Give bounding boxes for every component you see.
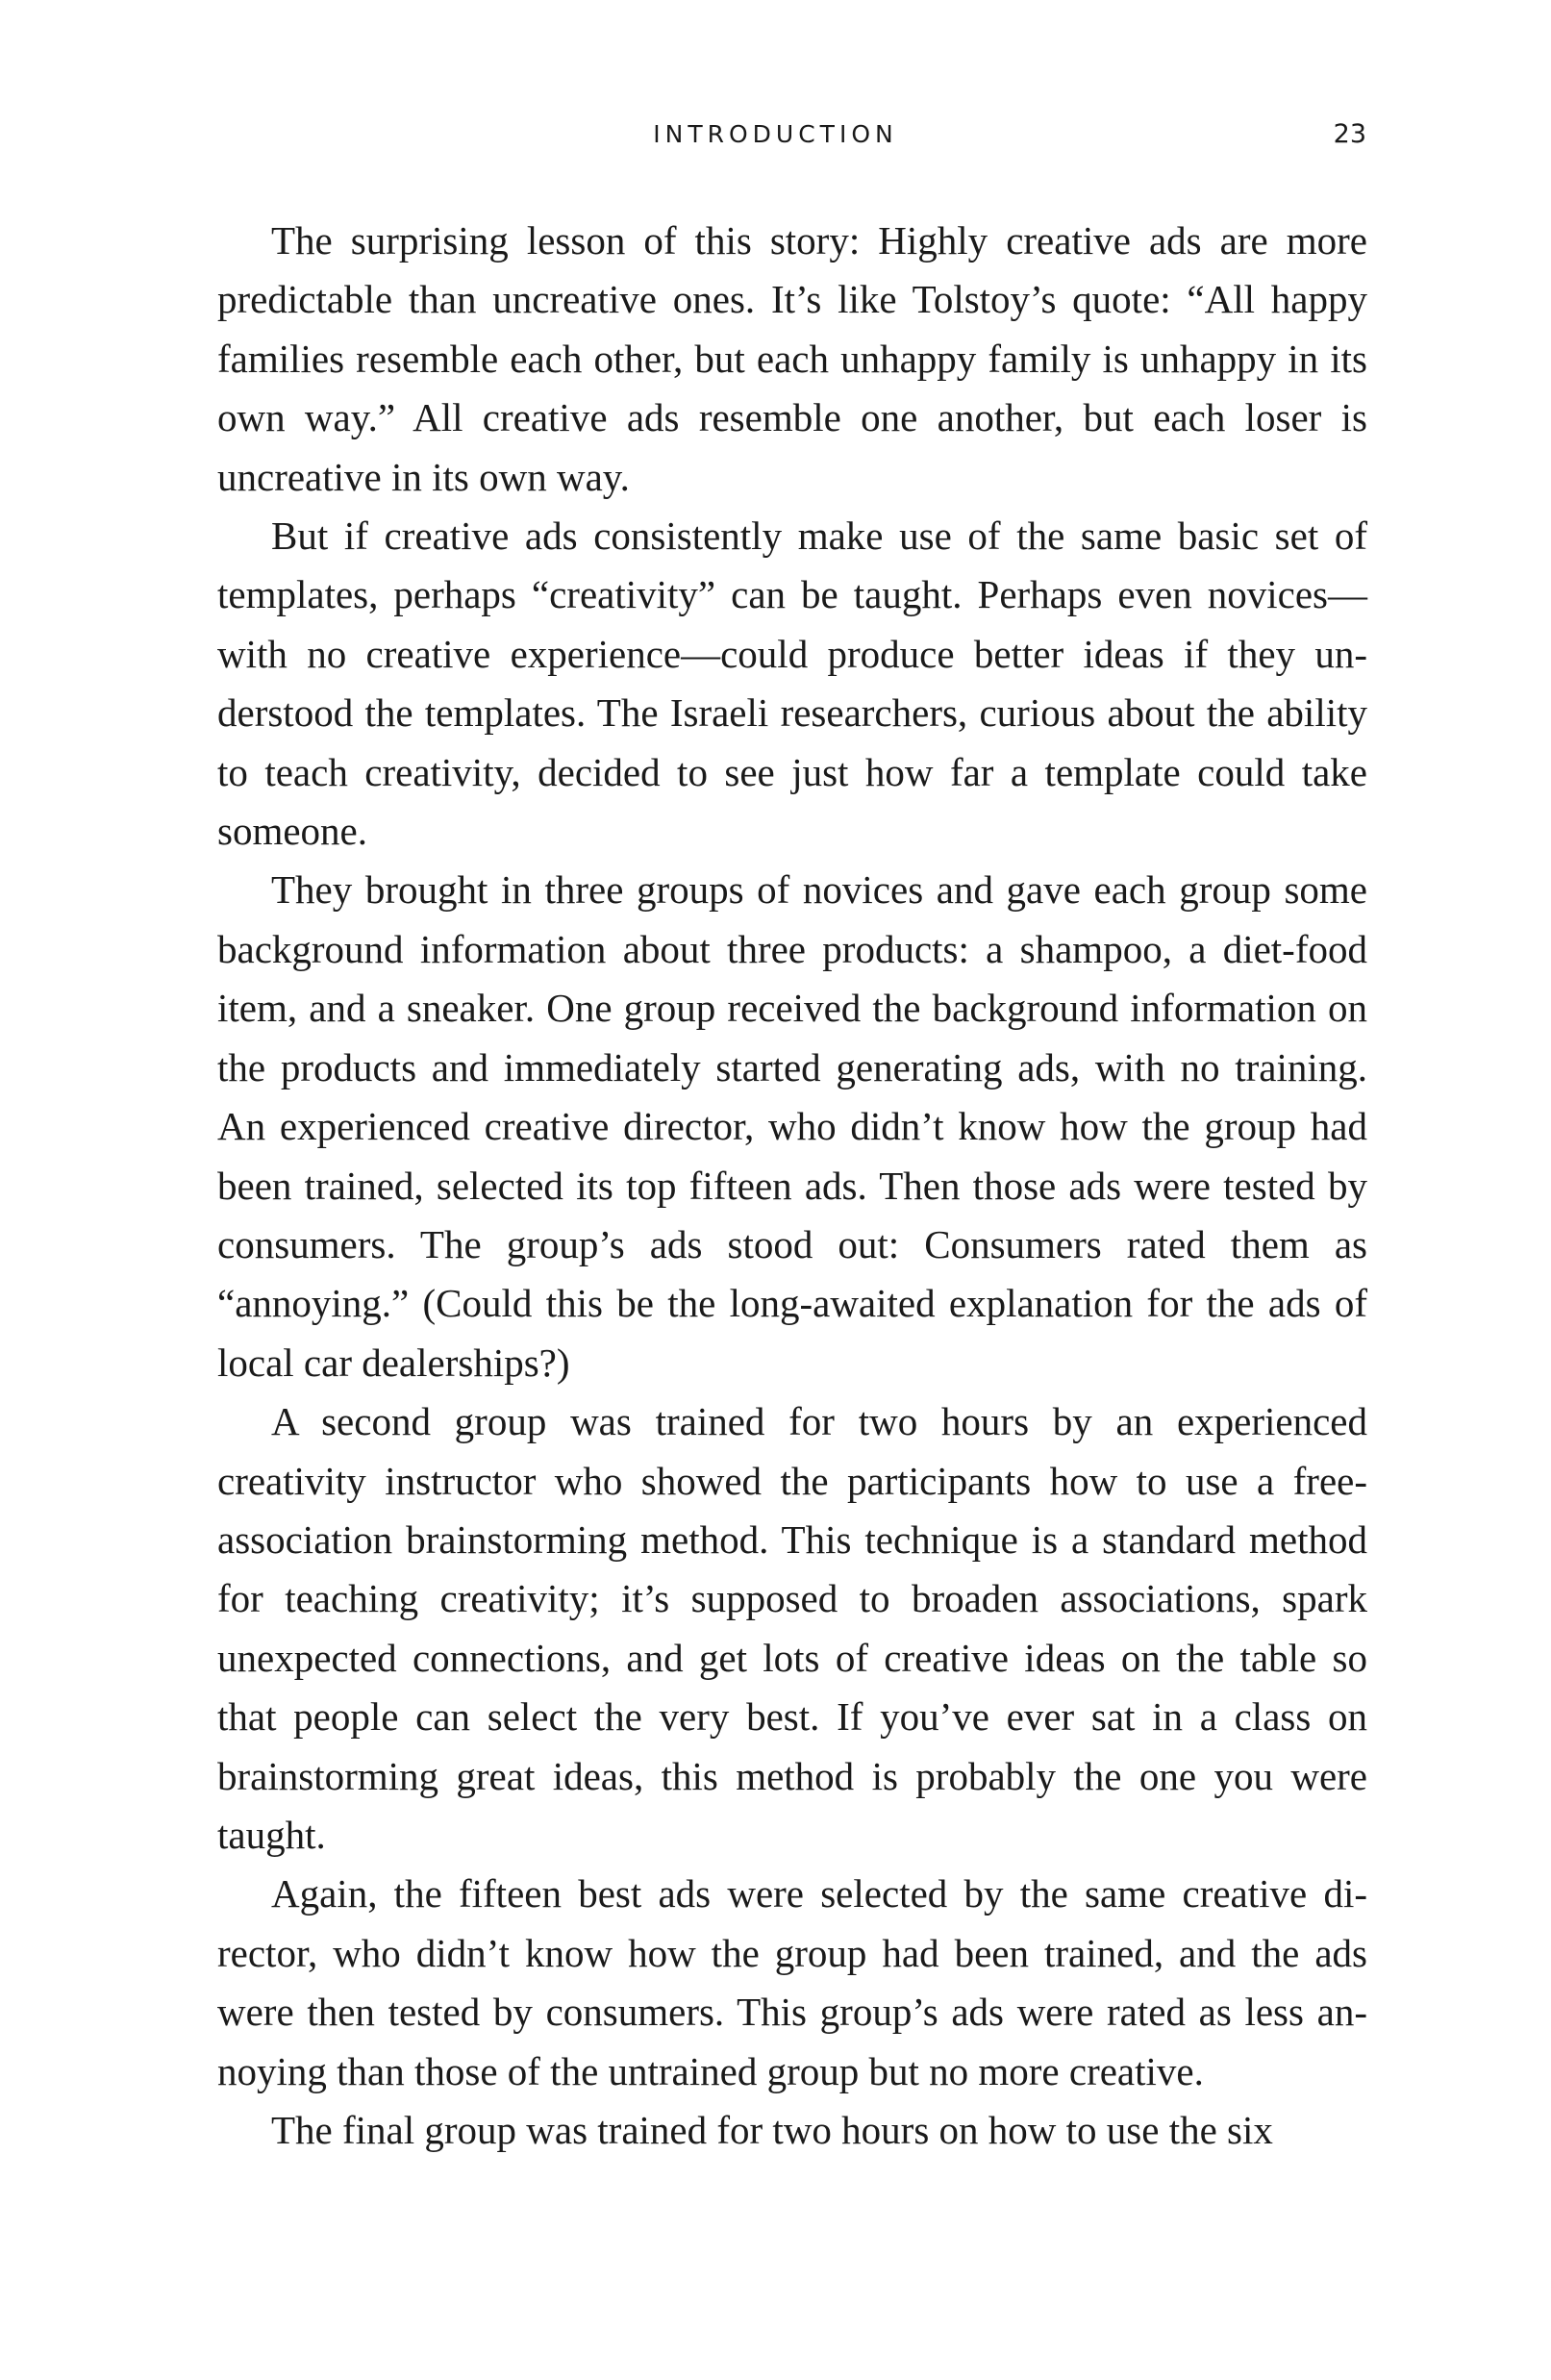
paragraph: The surprising lesson of this story: Highly creative ads are more predictable than uncreative ones. It’s like Tolstoy’s quote: “All happy families resemble each other, but each unhappy family is unhappy in its own way.” All creative ads resemble one another, but each loser is uncreative in its own way.: [217, 218, 1367, 499]
body-text: [217, 212, 1367, 2160]
paragraph: A second group was trained for two hours by an experienced creativity instructor who showed the participants how to use a free-association brainstorming method. This technique is a standard method for teaching creativity; it’s supposed to broaden associations, spark unexpected connections, and get lots of creative ideas on the table so that people can select the very best. If you’ve ever sat in a class on brainstorming great ideas, this method is probably the one you were taught.: [217, 1399, 1367, 1857]
running-head: [0, 115, 1551, 154]
paragraph: Again, the fifteen best ads were selected by the same creative director, who didn’t know how the group had been trained, and the ads were then tested by consumers. This group’s ads were rated as less annoying than those of the untrained group but no more creative.: [217, 1871, 1367, 2093]
page-number: 23: [1333, 119, 1366, 149]
paragraph: They brought in three groups of novices and gave each group some background information about three products: a shampoo, a diet-food item, and a sneaker. One group received the background information on the products and immediately started generating ads, with no training. An experienced creative director, who didn’t know how the group had been trained, selected its top fifteen ads. Then those ads were tested by consumers. The group’s ads stood out: Consumers rated them as “annoying.” (Could this be the long-awaited explanation for the ads of local car dealerships?): [217, 867, 1367, 1385]
running-title: INTRODUCTION: [653, 120, 898, 148]
paragraph: The final group was trained for two hours on how to use the six: [271, 2108, 1273, 2152]
paragraph: But if creative ads consistently make use of the same basic set of templates, perhaps “creativity” can be taught. Perhaps even novices—with no creative experience—could produce better ideas if they understood the templates. The Israeli researchers, curious about the ability to teach creativity, decided to see just how far a template could take someone.: [217, 514, 1367, 854]
